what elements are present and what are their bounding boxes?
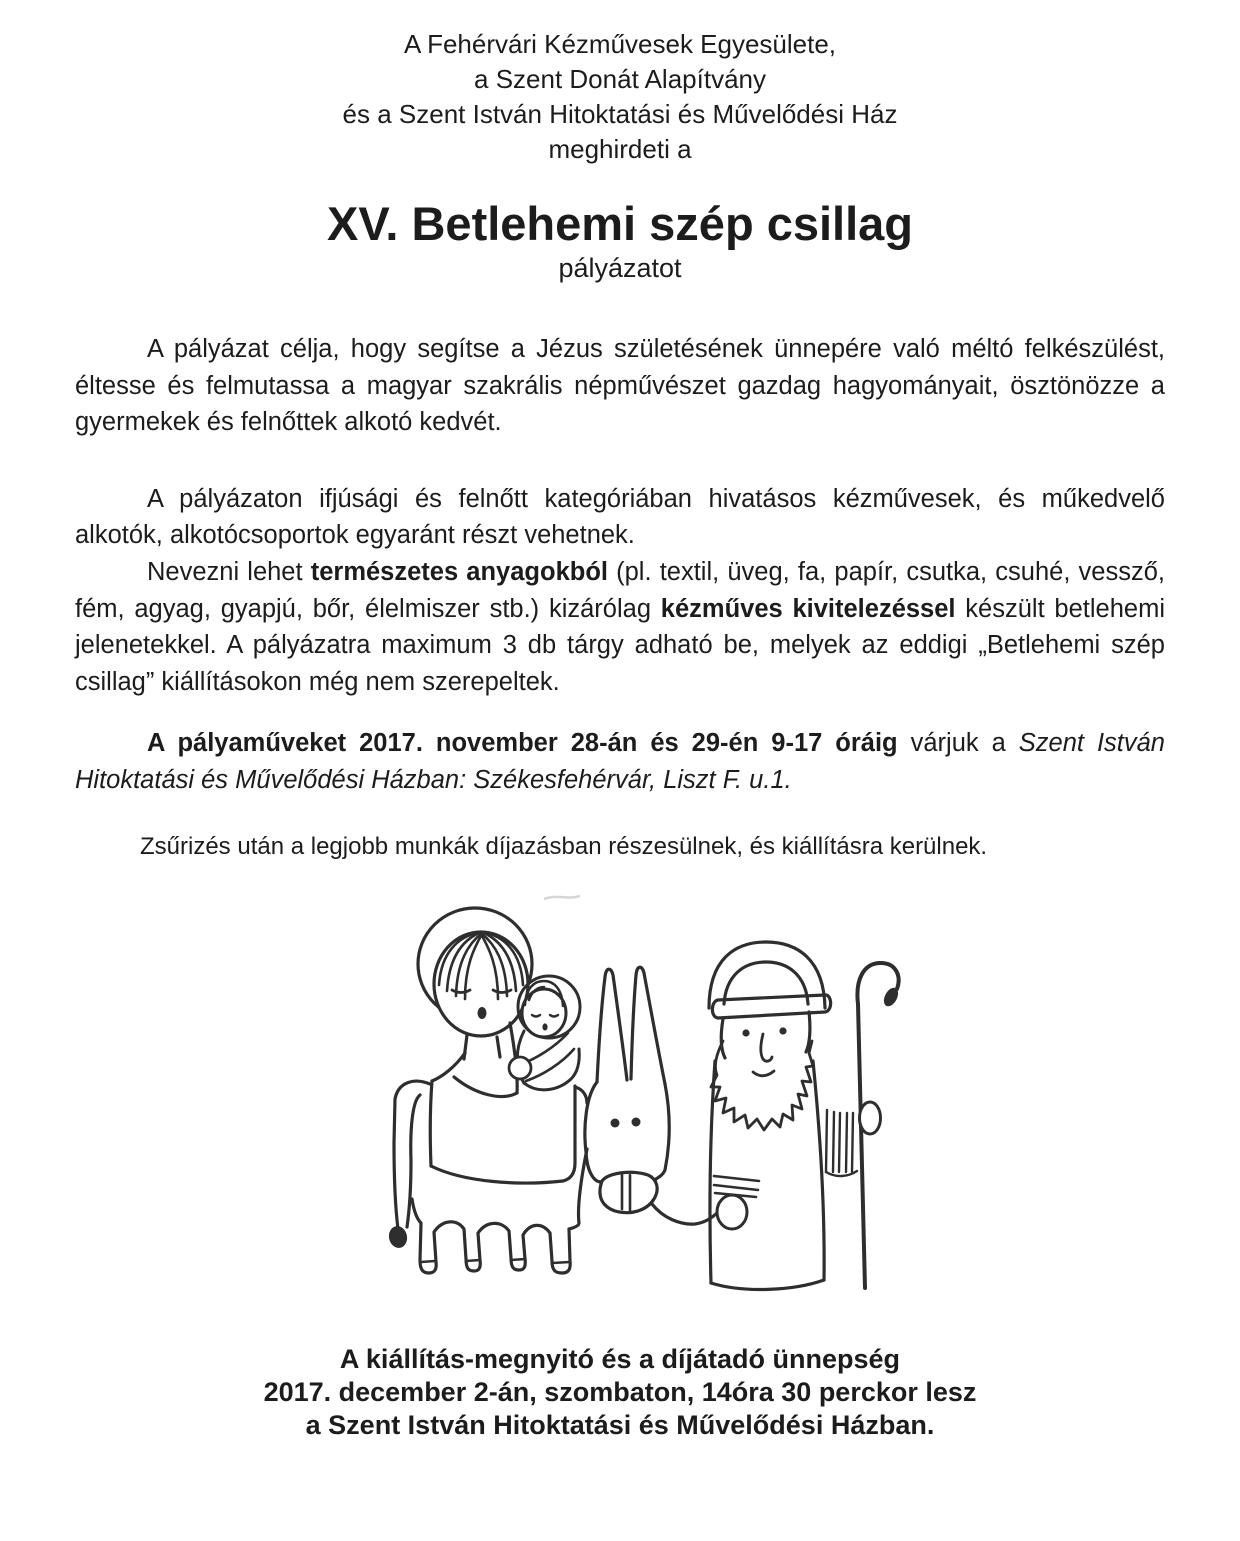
jury-note: Zsűrizés után a legjobb munkák díjazásban részesülnek, és kiállításra kerülnek. — [140, 832, 988, 860]
materials-run: (pl. textil, üveg, fa, papír, csutka, csuhé, vessző, fém, agyag, gyapjú, bőr, élelmiszer stb.) kizárólag — [75, 557, 1165, 623]
submission-deadline-bold: A pályaműveket 2017. november 28-án és 29-én 9-17 óráig — [147, 729, 898, 758]
nativity-illustration — [368, 891, 908, 1321]
header-line: a Szent Donát Alapítvány — [474, 64, 766, 94]
joseph-figure — [709, 942, 901, 1289]
materials-run: készült betlehemi jelenetekkel. A pályázatra maximum 3 db tárgy adható be, melyek az eddigi „Betlehemi szép csillag” kiállításokon még nem szerepeltek. — [75, 594, 1165, 696]
baby-jesus-figure — [509, 976, 580, 1090]
joseph-smile — [753, 1071, 774, 1076]
nativity-drawing — [368, 891, 908, 1321]
joseph-left-hand — [717, 1195, 747, 1229]
materials-run: Nevezni lehet — [147, 557, 311, 586]
baby-hand — [509, 1057, 531, 1079]
contest-title: XV. Betlehemi szép csillag — [326, 197, 914, 250]
mary-figure — [418, 908, 587, 1183]
paragraph-goal: A pályázat célja, hogy segítse a Jézus születésének ünnepére való méltó felkészülést, éltesse és felmutassa a magyar szakrális népművészet gazdag hagyományait, ösztönözze a gyermekek és felnőttek alkotó kedvét. — [75, 335, 1165, 437]
joseph-sleeve — [826, 1110, 857, 1176]
joseph-left-eye — [742, 1030, 749, 1037]
footer-line: 2017. december 2-án, szombaton, 14óra 30 perckor lesz — [263, 1377, 977, 1408]
joseph-right-eye — [779, 1028, 786, 1035]
body-text — [75, 331, 1165, 865]
scan-artifact — [544, 896, 580, 899]
organizers-header — [0, 27, 1240, 167]
materials-run-bold: természetes anyagokból — [310, 557, 608, 586]
header-line: meghirdeti a — [548, 134, 692, 164]
joseph-right-hand — [860, 1102, 881, 1134]
mary-mouth — [478, 1007, 487, 1019]
baby-mouth — [542, 1024, 547, 1031]
contest-subtitle: pályázatot — [558, 253, 682, 283]
paragraph-submission — [75, 725, 1165, 798]
ceremony-footer — [0, 1343, 1240, 1442]
footer-line: a Szent István Hitoktatási és Művelődési Házban. — [305, 1410, 935, 1441]
paragraph-materials — [75, 554, 1165, 700]
header-line: A Fehérvári Kézművesek Egyesülete, — [403, 29, 837, 59]
paragraph-categories: A pályázaton ifjúsági és felnőtt kategóriában hivatásos kézművesek, és műkedvelő alkotók, alkotócsoportok egyaránt részt vehetnek. — [75, 484, 1165, 550]
header-line: és a Szent István Hitoktatási és Művelődési Ház — [342, 99, 898, 129]
materials-run-bold: kézműves kivitelezéssel — [660, 594, 956, 623]
footer-line: A kiállítás-megnyitó és a díjátadó ünnepség — [339, 1344, 901, 1375]
joseph-nose — [761, 1034, 772, 1061]
submission-venue-italic: Szent István Hitoktatási és Művelődési Házban: Székesfehérvár, Liszt F. u.1. — [75, 729, 1165, 794]
submission-run: várjuk a — [897, 729, 1019, 758]
